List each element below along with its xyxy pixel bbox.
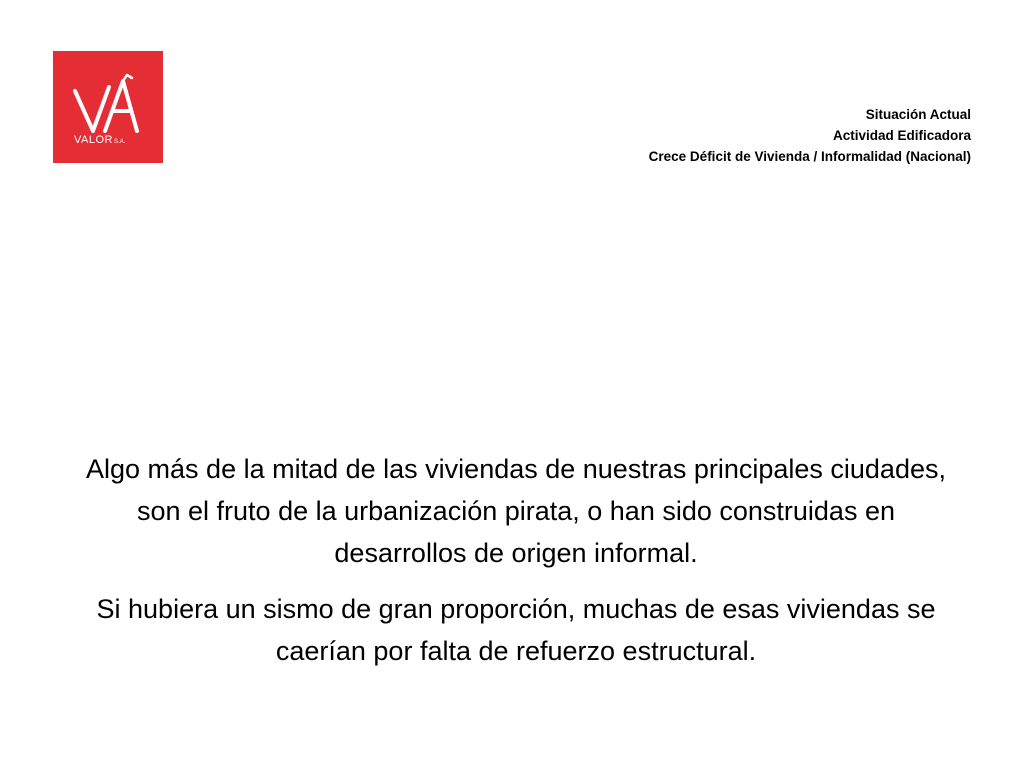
logo-suffix: S.A.: [113, 139, 126, 145]
body-paragraph-1: Algo más de la mitad de las viviendas de nuestras principales ciudades, son el fruto de la urbanización pirata, o han sido construidas en desarrollos de origen informal.: [86, 454, 946, 568]
logo-name: VALOR: [74, 134, 113, 146]
heading-line-3: Crece Déficit de Vivienda / Informalidad (Nacional): [648, 149, 971, 164]
heading-line-2: Actividad Edificadora: [832, 128, 971, 143]
heading-line-1: Situación Actual: [865, 107, 971, 122]
body-paragraph-2: Si hubiera un sismo de gran proporción, muchas de esas viviendas se caerían por falta de refuerzo estructural.: [96, 594, 936, 666]
slide-body: [86, 448, 946, 672]
company-logo: [53, 51, 163, 163]
logo-wordmark: [74, 134, 125, 146]
va-monogram-icon: [53, 51, 163, 163]
slide-heading: [649, 104, 971, 167]
